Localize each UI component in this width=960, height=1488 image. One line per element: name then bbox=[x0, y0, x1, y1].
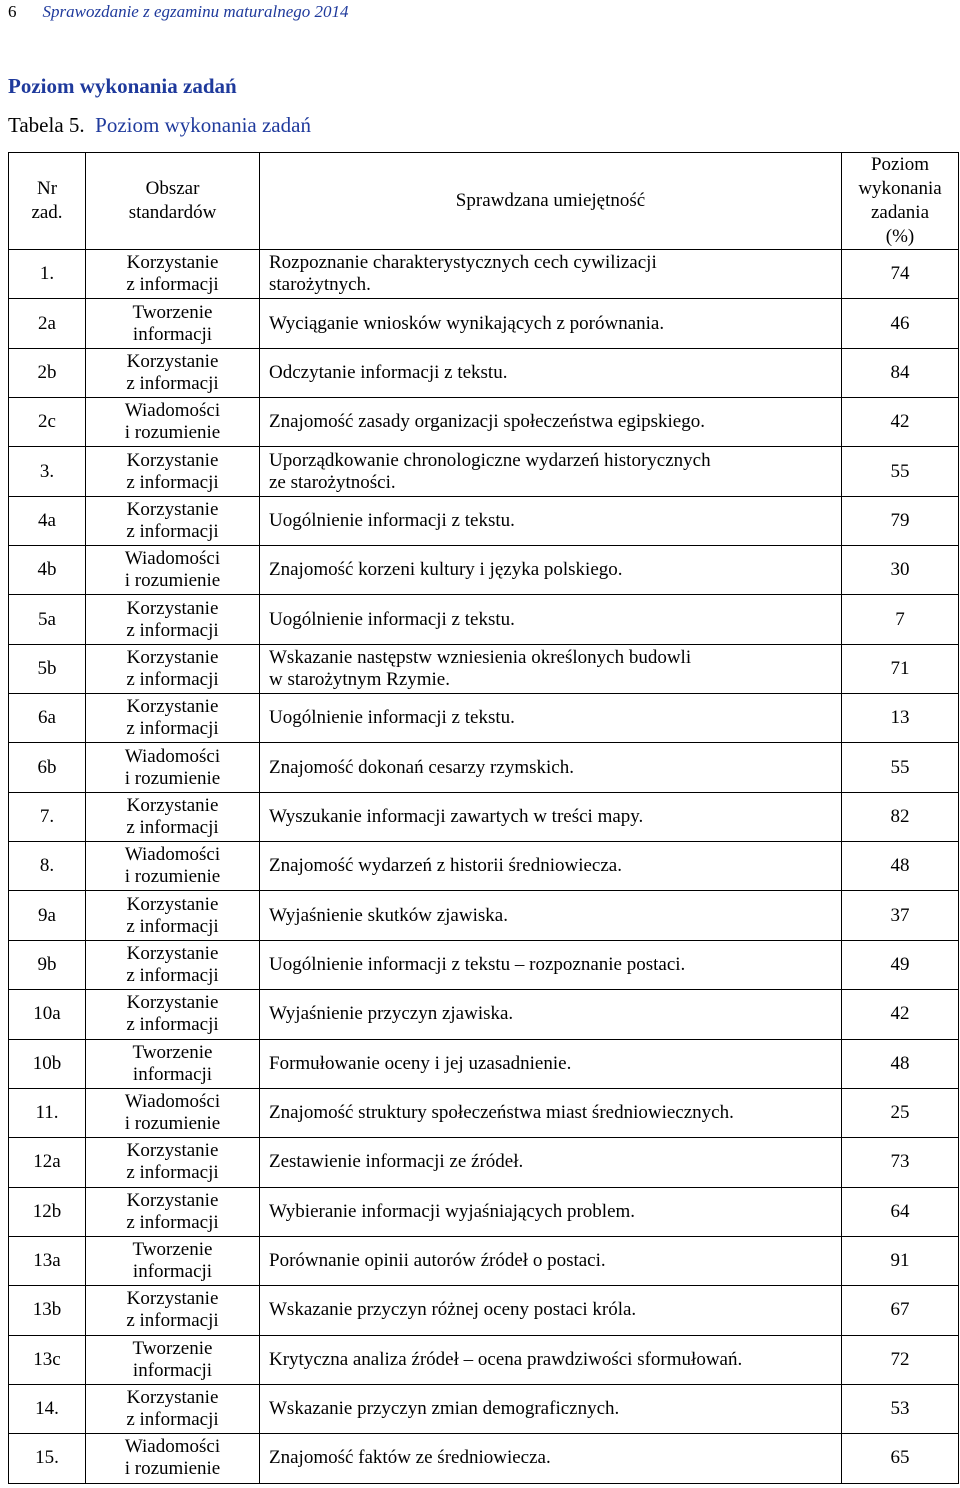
cell-nr: 12b bbox=[9, 1187, 86, 1236]
cell-poziom: 79 bbox=[842, 496, 959, 545]
cell-umiejetnosc: Wskazanie przyczyn zmian demograficznych. bbox=[260, 1384, 842, 1433]
col-header-obszar: Obszar standardów bbox=[86, 153, 260, 250]
table-row bbox=[9, 1138, 959, 1187]
table-row bbox=[9, 447, 959, 496]
page-header bbox=[8, 2, 349, 22]
cell-poziom: 84 bbox=[842, 348, 959, 397]
cell-umiejetnosc: Wyjaśnienie przyczyn zjawiska. bbox=[260, 990, 842, 1039]
cell-nr: 5a bbox=[9, 595, 86, 644]
cell-umiejetnosc: Porównanie opinii autorów źródeł o postaci. bbox=[260, 1236, 842, 1285]
cell-nr: 6b bbox=[9, 743, 86, 792]
cell-nr: 2c bbox=[9, 398, 86, 447]
table-row bbox=[9, 1286, 959, 1335]
cell-umiejetnosc: Znajomość korzeni kultury i języka polskiego. bbox=[260, 546, 842, 595]
cell-obszar: Korzystanie z informacji bbox=[86, 348, 260, 397]
cell-nr: 11. bbox=[9, 1088, 86, 1137]
cell-obszar: Tworzenie informacji bbox=[86, 1236, 260, 1285]
cell-obszar: Korzystanie z informacji bbox=[86, 595, 260, 644]
table-row bbox=[9, 1088, 959, 1137]
cell-umiejetnosc: Znajomość dokonań cesarzy rzymskich. bbox=[260, 743, 842, 792]
table-row bbox=[9, 348, 959, 397]
cell-nr: 9a bbox=[9, 891, 86, 940]
cell-nr: 3. bbox=[9, 447, 86, 496]
cell-obszar: Korzystanie z informacji bbox=[86, 1138, 260, 1187]
cell-obszar: Wiadomości i rozumienie bbox=[86, 1088, 260, 1137]
cell-obszar: Korzystanie z informacji bbox=[86, 940, 260, 989]
table-row bbox=[9, 398, 959, 447]
cell-obszar: Korzystanie z informacji bbox=[86, 1384, 260, 1433]
col-header-nr: Nr zad. bbox=[9, 153, 86, 250]
cell-obszar: Korzystanie z informacji bbox=[86, 1286, 260, 1335]
section-title: Poziom wykonania zadań bbox=[8, 74, 237, 98]
cell-umiejetnosc: Znajomość struktury społeczeństwa miast średniowiecznych. bbox=[260, 1088, 842, 1137]
cell-umiejetnosc: Znajomość faktów ze średniowiecza. bbox=[260, 1434, 842, 1483]
cell-obszar: Wiadomości i rozumienie bbox=[86, 546, 260, 595]
results-table bbox=[8, 152, 959, 1484]
cell-obszar: Wiadomości i rozumienie bbox=[86, 842, 260, 891]
table-row bbox=[9, 891, 959, 940]
table-row bbox=[9, 1384, 959, 1433]
table-row bbox=[9, 842, 959, 891]
cell-poziom: 25 bbox=[842, 1088, 959, 1137]
table-row bbox=[9, 990, 959, 1039]
table-row bbox=[9, 1434, 959, 1483]
cell-umiejetnosc: Znajomość wydarzeń z historii średniowiecza. bbox=[260, 842, 842, 891]
cell-poziom: 73 bbox=[842, 1138, 959, 1187]
cell-poziom: 74 bbox=[842, 250, 959, 299]
table-row bbox=[9, 1335, 959, 1384]
cell-poziom: 65 bbox=[842, 1434, 959, 1483]
table-header-row bbox=[9, 153, 959, 250]
cell-obszar: Tworzenie informacji bbox=[86, 1039, 260, 1088]
cell-umiejetnosc: Wskazanie następstw wzniesienia określonych budowli w starożytnym Rzymie. bbox=[260, 644, 842, 693]
cell-poziom: 91 bbox=[842, 1236, 959, 1285]
cell-obszar: Korzystanie z informacji bbox=[86, 891, 260, 940]
cell-nr: 8. bbox=[9, 842, 86, 891]
cell-nr: 2a bbox=[9, 299, 86, 348]
table-row bbox=[9, 1187, 959, 1236]
cell-umiejetnosc: Uogólnienie informacji z tekstu. bbox=[260, 496, 842, 545]
cell-obszar: Tworzenie informacji bbox=[86, 299, 260, 348]
cell-nr: 15. bbox=[9, 1434, 86, 1483]
cell-obszar: Tworzenie informacji bbox=[86, 1335, 260, 1384]
table-row bbox=[9, 1039, 959, 1088]
cell-umiejetnosc: Wyciąganie wniosków wynikających z porównania. bbox=[260, 299, 842, 348]
cell-poziom: 46 bbox=[842, 299, 959, 348]
table-row bbox=[9, 743, 959, 792]
cell-umiejetnosc: Uogólnienie informacji z tekstu. bbox=[260, 694, 842, 743]
cell-obszar: Korzystanie z informacji bbox=[86, 644, 260, 693]
caption-label: Tabela 5. bbox=[8, 113, 85, 137]
cell-obszar: Wiadomości i rozumienie bbox=[86, 398, 260, 447]
cell-poziom: 82 bbox=[842, 792, 959, 841]
cell-poziom: 55 bbox=[842, 743, 959, 792]
cell-nr: 1. bbox=[9, 250, 86, 299]
cell-umiejetnosc: Zestawienie informacji ze źródeł. bbox=[260, 1138, 842, 1187]
running-title: Sprawozdanie z egzaminu maturalnego 2014 bbox=[42, 2, 349, 21]
cell-poziom: 55 bbox=[842, 447, 959, 496]
cell-poziom: 67 bbox=[842, 1286, 959, 1335]
table-row bbox=[9, 546, 959, 595]
cell-umiejetnosc: Uogólnienie informacji z tekstu – rozpoznanie postaci. bbox=[260, 940, 842, 989]
cell-umiejetnosc: Odczytanie informacji z tekstu. bbox=[260, 348, 842, 397]
table-row bbox=[9, 940, 959, 989]
page-number: 6 bbox=[8, 2, 17, 21]
cell-nr: 10b bbox=[9, 1039, 86, 1088]
cell-nr: 7. bbox=[9, 792, 86, 841]
cell-obszar: Korzystanie z informacji bbox=[86, 250, 260, 299]
cell-nr: 10a bbox=[9, 990, 86, 1039]
cell-nr: 2b bbox=[9, 348, 86, 397]
cell-umiejetnosc: Wyjaśnienie skutków zjawiska. bbox=[260, 891, 842, 940]
cell-umiejetnosc: Rozpoznanie charakterystycznych cech cywilizacji starożytnych. bbox=[260, 250, 842, 299]
table-row bbox=[9, 694, 959, 743]
cell-umiejetnosc: Krytyczna analiza źródeł – ocena prawdziwości sformułowań. bbox=[260, 1335, 842, 1384]
table-row bbox=[9, 644, 959, 693]
cell-obszar: Korzystanie z informacji bbox=[86, 694, 260, 743]
cell-poziom: 72 bbox=[842, 1335, 959, 1384]
cell-obszar: Wiadomości i rozumienie bbox=[86, 1434, 260, 1483]
cell-obszar: Wiadomości i rozumienie bbox=[86, 743, 260, 792]
cell-umiejetnosc: Znajomość zasady organizacji społeczeństwa egipskiego. bbox=[260, 398, 842, 447]
cell-umiejetnosc: Formułowanie oceny i jej uzasadnienie. bbox=[260, 1039, 842, 1088]
cell-nr: 4b bbox=[9, 546, 86, 595]
col-header-umiejetnosc: Sprawdzana umiejętność bbox=[260, 153, 842, 250]
cell-nr: 4a bbox=[9, 496, 86, 545]
cell-umiejetnosc: Uporządkowanie chronologiczne wydarzeń historycznych ze starożytności. bbox=[260, 447, 842, 496]
cell-poziom: 42 bbox=[842, 990, 959, 1039]
cell-poziom: 13 bbox=[842, 694, 959, 743]
cell-nr: 12a bbox=[9, 1138, 86, 1187]
cell-nr: 13b bbox=[9, 1286, 86, 1335]
cell-poziom: 64 bbox=[842, 1187, 959, 1236]
cell-umiejetnosc: Wybieranie informacji wyjaśniających problem. bbox=[260, 1187, 842, 1236]
table-caption bbox=[8, 113, 311, 138]
col-header-poziom: Poziom wykonania zadania (%) bbox=[842, 153, 959, 250]
cell-nr: 14. bbox=[9, 1384, 86, 1433]
cell-poziom: 37 bbox=[842, 891, 959, 940]
caption-title: Poziom wykonania zadań bbox=[95, 113, 311, 137]
cell-poziom: 48 bbox=[842, 842, 959, 891]
cell-nr: 13a bbox=[9, 1236, 86, 1285]
table-row bbox=[9, 250, 959, 299]
cell-nr: 6a bbox=[9, 694, 86, 743]
cell-poziom: 49 bbox=[842, 940, 959, 989]
table-row bbox=[9, 792, 959, 841]
cell-obszar: Korzystanie z informacji bbox=[86, 990, 260, 1039]
cell-obszar: Korzystanie z informacji bbox=[86, 792, 260, 841]
cell-poziom: 53 bbox=[842, 1384, 959, 1433]
table-row bbox=[9, 299, 959, 348]
cell-obszar: Korzystanie z informacji bbox=[86, 496, 260, 545]
cell-poziom: 30 bbox=[842, 546, 959, 595]
cell-poziom: 42 bbox=[842, 398, 959, 447]
cell-umiejetnosc: Wskazanie przyczyn różnej oceny postaci króla. bbox=[260, 1286, 842, 1335]
cell-poziom: 7 bbox=[842, 595, 959, 644]
table-row bbox=[9, 1236, 959, 1285]
cell-obszar: Korzystanie z informacji bbox=[86, 1187, 260, 1236]
cell-nr: 5b bbox=[9, 644, 86, 693]
cell-poziom: 48 bbox=[842, 1039, 959, 1088]
cell-obszar: Korzystanie z informacji bbox=[86, 447, 260, 496]
cell-umiejetnosc: Uogólnienie informacji z tekstu. bbox=[260, 595, 842, 644]
cell-poziom: 71 bbox=[842, 644, 959, 693]
cell-nr: 13c bbox=[9, 1335, 86, 1384]
table-row bbox=[9, 496, 959, 545]
table-row bbox=[9, 595, 959, 644]
cell-umiejetnosc: Wyszukanie informacji zawartych w treści mapy. bbox=[260, 792, 842, 841]
cell-nr: 9b bbox=[9, 940, 86, 989]
